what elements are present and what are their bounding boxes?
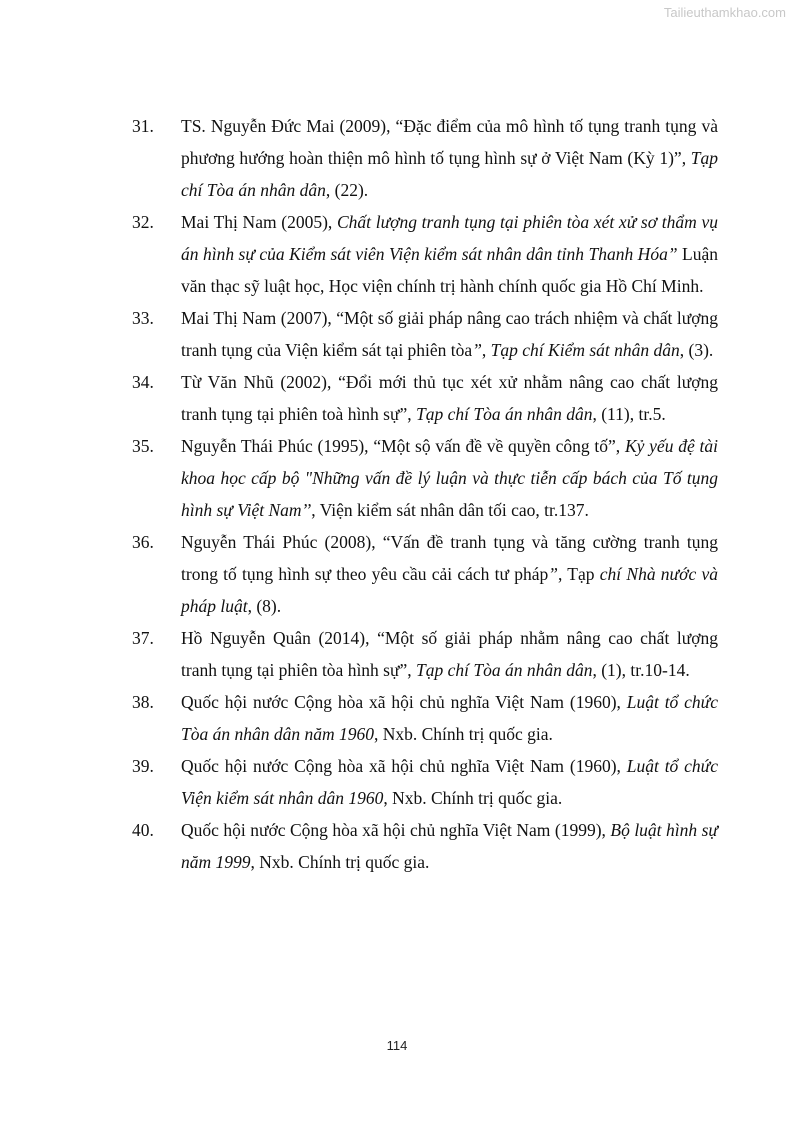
reference-item: [0, 206, 794, 302]
reference-text: [181, 366, 718, 430]
reference-number: 33.: [132, 308, 154, 328]
reference-italic-segment: Luật tổ chức Tòa án nhân dân năm 1960: [181, 692, 718, 744]
reference-number: 35.: [132, 436, 154, 456]
reference-segment: ,: [481, 340, 491, 360]
reference-list: [0, 110, 794, 878]
reference-italic-segment: Chất lượng tranh tụng tại phiên tòa xét xử sơ thẩm vụ án hình sự của Kiểm sát viên Viện kiểm sát nhân dân tỉnh Thanh Hóa”: [181, 212, 718, 264]
reference-number: 40.: [132, 820, 154, 840]
reference-number: 32.: [132, 212, 154, 232]
reference-number: 37.: [132, 628, 154, 648]
reference-item: [0, 526, 794, 622]
reference-item: [0, 366, 794, 430]
reference-segment: , Nxb. Chính trị quốc gia.: [374, 724, 553, 744]
reference-text: [181, 526, 718, 622]
reference-segment: Luận văn thạc sỹ luật học, Học viện chính trị hành chính quốc gia Hồ Chí Minh.: [181, 244, 718, 296]
reference-number: 34.: [132, 372, 154, 392]
reference-number: 31.: [132, 116, 154, 136]
reference-text: [181, 430, 718, 526]
reference-text: [181, 206, 718, 302]
reference-italic-segment: Tạp chí Tòa án nhân dân: [416, 404, 593, 424]
reference-text: [181, 814, 718, 878]
reference-item: [0, 110, 794, 206]
reference-italic-segment: Tạp chí Kiểm sát nhân dân: [490, 340, 680, 360]
reference-text: [181, 750, 718, 814]
reference-item: [0, 302, 794, 366]
reference-segment: Quốc hội nước Cộng hòa xã hội chủ nghĩa Việt Nam (1960),: [181, 692, 627, 712]
reference-segment: , (3).: [679, 340, 714, 360]
reference-segment: Quốc hội nước Cộng hòa xã hội chủ nghĩa Việt Nam (1960),: [181, 756, 627, 776]
reference-italic-segment: Kỷ yếu đệ tài khoa học cấp bộ "Những vấn đề lý luận và thực tiễn cấp bách của Tố tụng hình sự Việt Nam’’: [181, 436, 719, 520]
reference-segment: , Nxb. Chính trị quốc gia.: [383, 788, 563, 808]
reference-text: [181, 302, 718, 366]
reference-italic-segment: Bộ luật hình sự năm 1999: [181, 820, 718, 872]
reference-text: [181, 110, 718, 206]
reference-number: 38.: [132, 692, 154, 712]
reference-segment: Nguyễn Thái Phúc (2008), “Vấn đề tranh tụng và tăng cường tranh tụng trong tố tụng hình sự theo yêu cầu cải cách tư pháp: [181, 532, 718, 584]
reference-number: 39.: [132, 756, 154, 776]
page-number: 114: [386, 1038, 408, 1053]
reference-item: [0, 814, 794, 878]
reference-item: [0, 430, 794, 526]
reference-segment: , (22).: [325, 180, 369, 200]
reference-segment: , Viện kiểm sát nhân dân tối cao, tr.137.: [311, 500, 589, 520]
reference-segment: Nguyễn Thái Phúc (1995), “Một sộ vấn đề về quyền công tố”,: [181, 436, 625, 456]
reference-italic-segment: Luật tổ chức Viện kiểm sát nhân dân 1960: [181, 756, 718, 808]
reference-segment: , (1), tr.10-14.: [592, 660, 690, 680]
reference-text: [181, 622, 718, 686]
watermark: Tailieuthamkhao.com: [663, 5, 786, 20]
reference-segment: Hồ Nguyễn Quân (2014), “Một số giải pháp nhằm nâng cao chất lượng tranh tụng tại phiên tòa hình sự”,: [181, 628, 718, 680]
reference-segment: , (11), tr.5.: [592, 404, 666, 424]
reference-segment: Quốc hội nước Cộng hòa xã hội chủ nghĩa Việt Nam (1999),: [181, 820, 611, 840]
reference-segment: , Tạp: [558, 564, 600, 584]
reference-number: 36.: [132, 532, 154, 552]
reference-italic-segment: chí Nhà nước và pháp luật: [181, 564, 718, 616]
reference-segment: Mai Thị Nam (2007), “Một số giải pháp nâng cao trách nhiệm và chất lượng tranh tụng của Viện kiểm sát tại phiên tòa: [181, 308, 718, 360]
reference-segment: TS. Nguyễn Đức Mai (2009), “Đặc điểm của mô hình tố tụng tranh tụng và phương hướng hoàn thiện mô hình tố tụng hình sự ở Việt Nam (Kỳ 1)”,: [181, 116, 718, 168]
reference-segment: , Nxb. Chính trị quốc gia.: [250, 852, 430, 872]
reference-text: [181, 686, 718, 750]
reference-italic-segment: Tạp chí Tòa án nhân dân: [181, 148, 718, 200]
reference-italic-segment: ”: [548, 564, 558, 584]
reference-segment: Mai Thị Nam (2005),: [181, 212, 337, 232]
reference-item: [0, 686, 794, 750]
reference-segment: Từ Văn Nhũ (2002), “Đổi mới thủ tục xét xử nhằm nâng cao chất lượng tranh tụng tại phiên toà hình sự”,: [181, 372, 718, 424]
reference-segment: , (8).: [247, 596, 282, 616]
reference-item: [0, 750, 794, 814]
reference-italic-segment: Tạp chí Tòa án nhân dân: [416, 660, 593, 680]
reference-item: [0, 622, 794, 686]
reference-italic-segment: ”: [472, 340, 482, 360]
